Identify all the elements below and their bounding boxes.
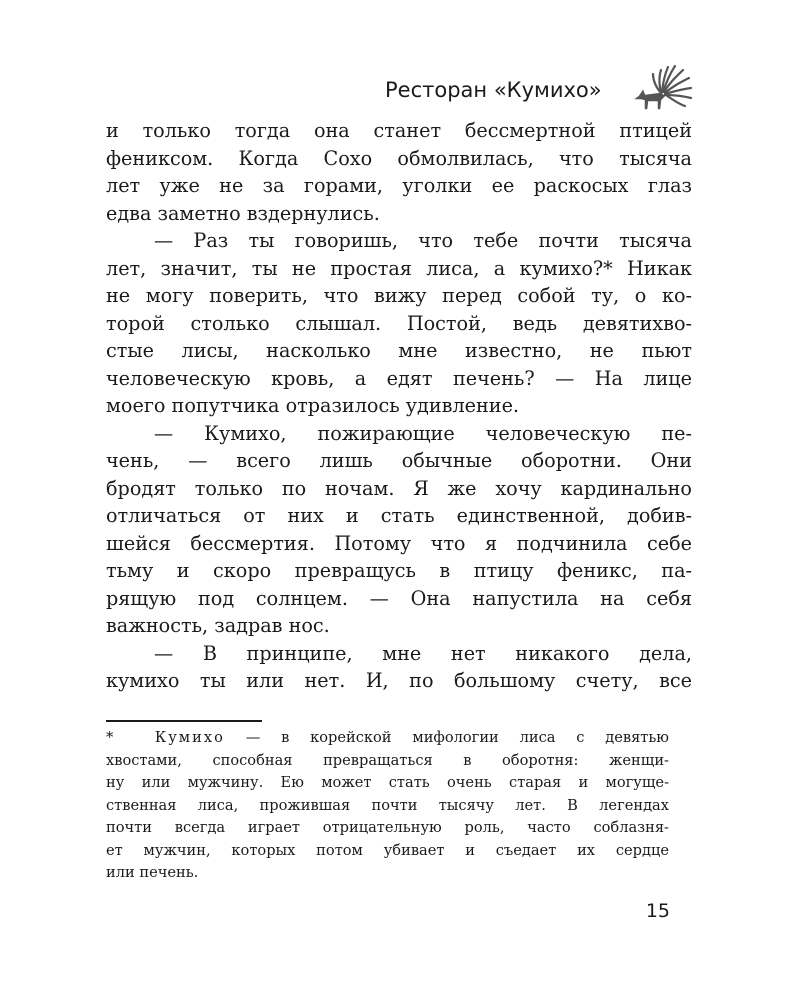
footnote-line (106, 727, 669, 750)
text-line: едва заметно вздернулись. (106, 201, 380, 225)
text-line: бродят только по ночам. Я же хочу кардинально (106, 476, 692, 500)
footnote-term: Кумихо (154, 729, 225, 746)
text-line: торой столько слышал. Постой, ведь девятихво- (106, 311, 692, 335)
footnote-line: ет мужчин, которых потом убивает и съедает их сердце (106, 841, 669, 859)
footnote-separator (106, 720, 262, 722)
text-line: стые лисы, насколько мне известно, не пьют (106, 339, 692, 362)
text-line: кумихо ты или нет. И, по большому счету, все (106, 669, 692, 692)
text-line: не могу поверить, что вижу перед собой ту, о ко- (106, 284, 692, 307)
running-header (385, 68, 695, 112)
text-line: лет уже не за горами, уголки ее раскосых глаз (106, 174, 692, 197)
text-line: лет, значит, ты не простая лиса, а кумихо?* Никак (106, 256, 692, 280)
text-line: чень, — всего лишь обычные оборотни. Они (106, 449, 692, 472)
text-line: — В принципе, мне нет никакого дела, (154, 641, 692, 665)
footnote-line: хвостами, способная превращаться в оборотня: женщи- (106, 751, 669, 769)
text-line: шейся бессмертия. Потому что я подчинила себе (106, 531, 692, 555)
footnote-line: или печень. (106, 864, 199, 881)
footnote-line: ственная лиса, прожившая почти тысячу лет. В легендах (106, 796, 669, 814)
text-line: — Раз ты говоришь, что тебе почти тысяча (154, 229, 692, 252)
running-title: Ресторан «Кумихо» (385, 78, 602, 102)
nine-tailed-fox-icon (631, 62, 695, 112)
text-line: — Кумихо, пожирающие человеческую пе- (154, 421, 692, 445)
text-line: тьму и скоро превращусь в птицу феникс, па- (106, 559, 692, 582)
footnote (106, 727, 669, 885)
text-line: человеческую кровь, а едят печень? — На лице (106, 366, 692, 390)
text-line: рящую под солнцем. — Она напустила на себя (106, 586, 692, 610)
text-line: важность, задрав нос. (106, 614, 330, 637)
text-line: фениксом. Когда Сохо обмолвилась, что тысяча (106, 146, 692, 170)
footnote-marker: * (106, 729, 114, 746)
main-text (106, 117, 692, 695)
footnote-first-line: — в корейской мифологии лиса с девятью (245, 729, 670, 746)
text-line: отличаться от них и стать единственной, добив- (106, 504, 692, 527)
page-number: 15 (645, 900, 670, 922)
footnote-line: ну или мужчину. Ею может стать очень старая и могуще- (106, 774, 669, 791)
footnote-line: почти всегда играет отрицательную роль, часто соблазня- (106, 819, 669, 836)
text-line: моего попутчика отразилось удивление. (106, 394, 520, 417)
text-line: и только тогда она станет бессмертной птицей (106, 119, 692, 142)
